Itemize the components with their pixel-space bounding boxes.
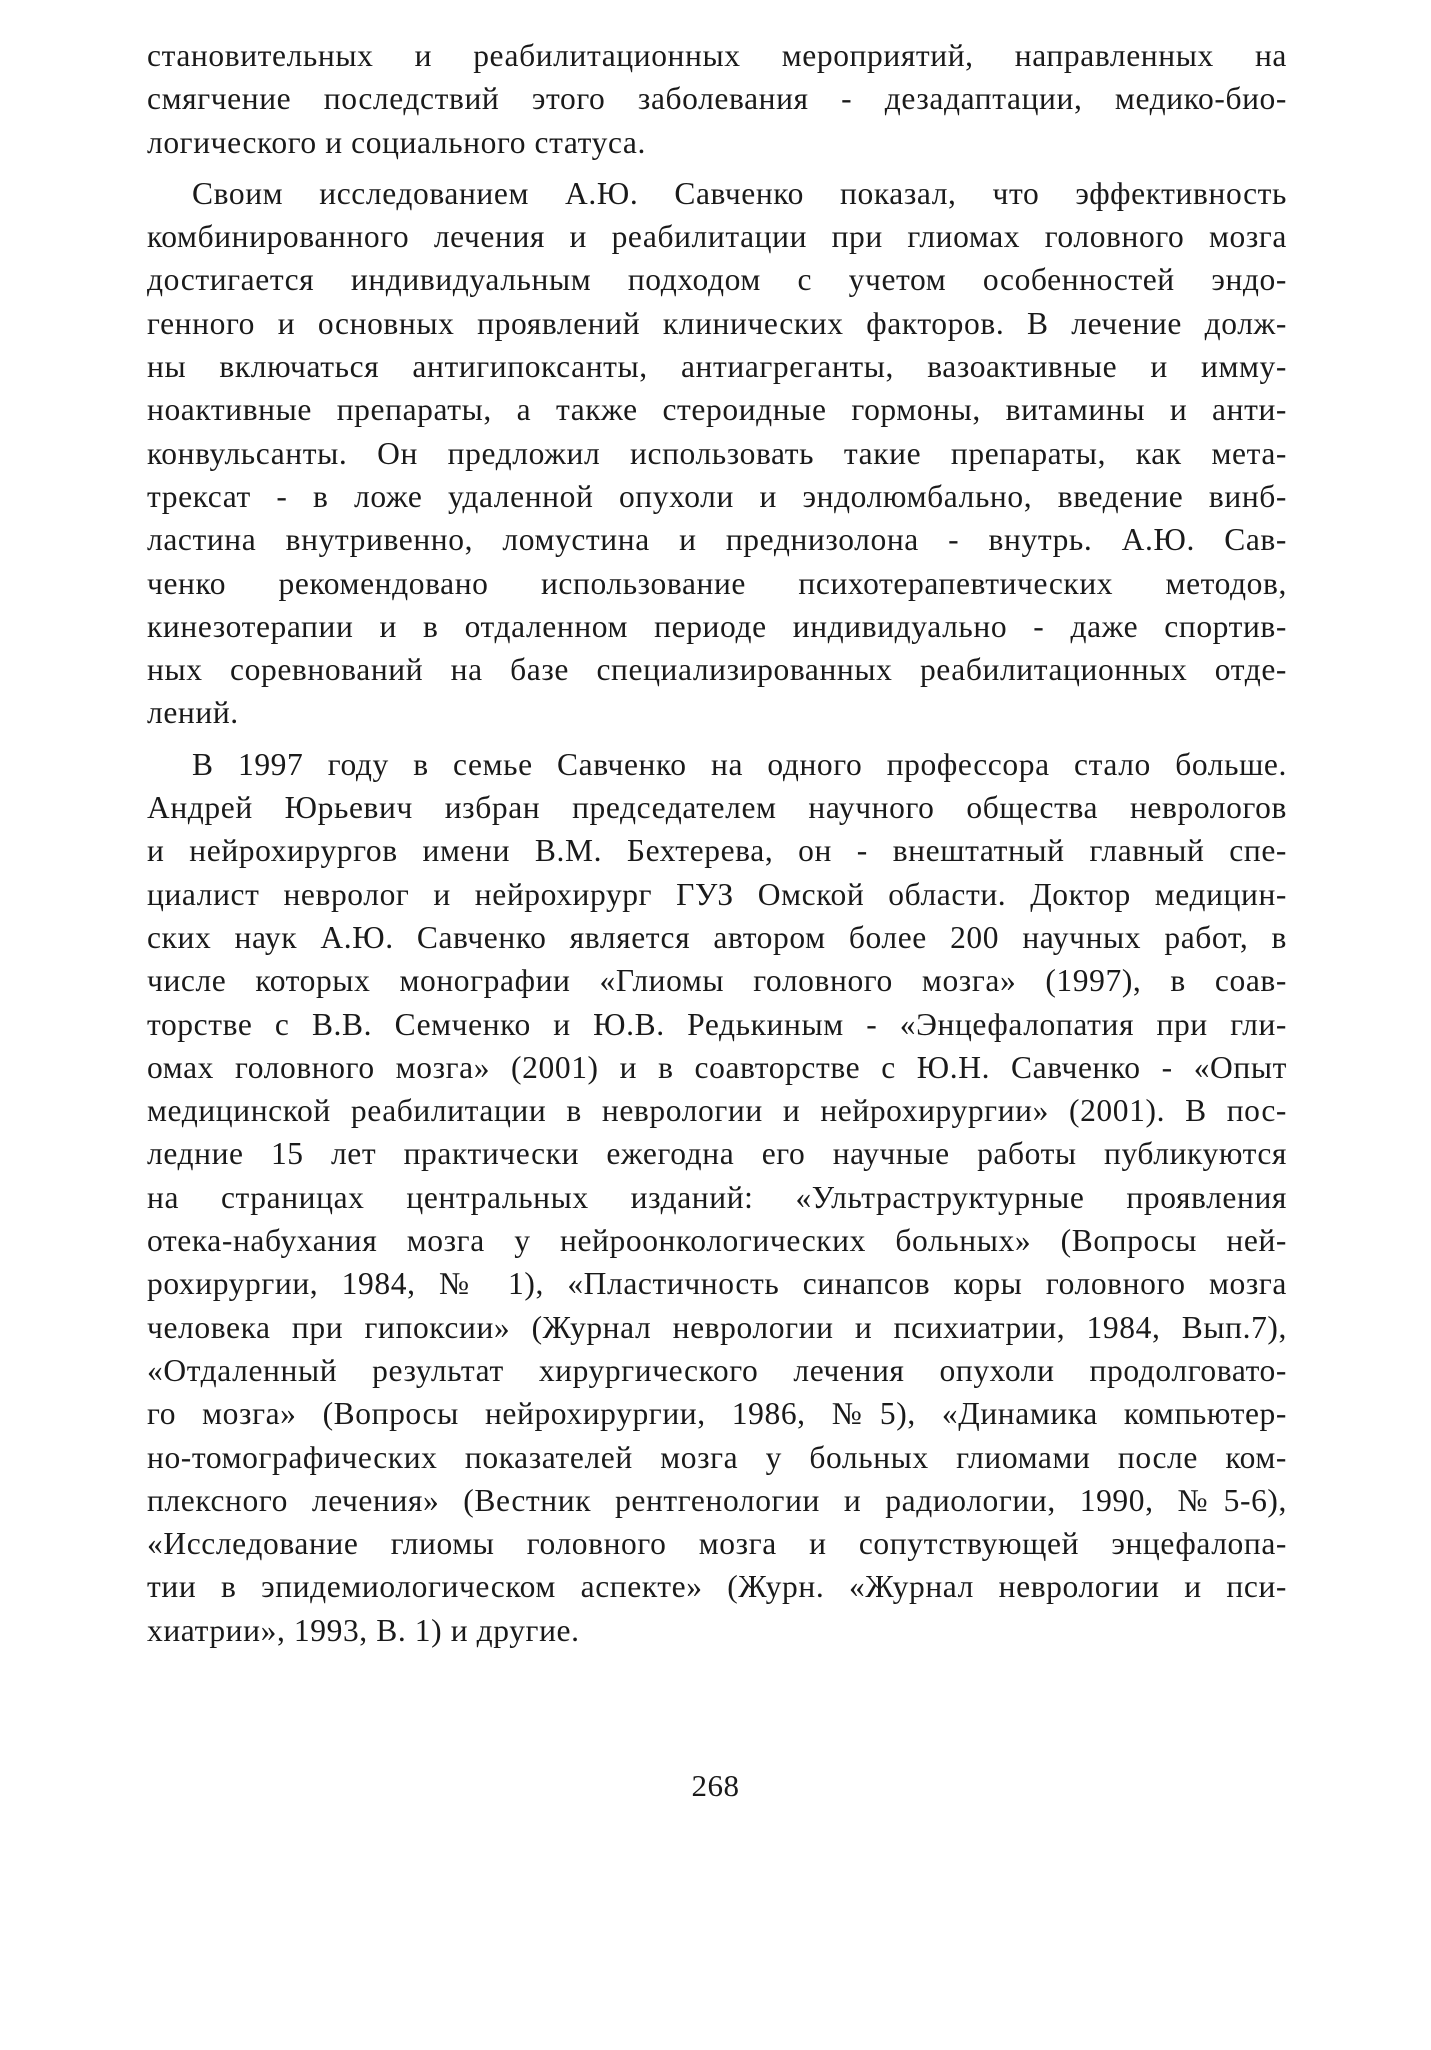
paragraph-gap [147,164,1287,172]
text-line: ских наук А.Ю. Савченко является автором более 200 научных работ, в [147,919,1287,955]
text-line: становительных и реабилитационных мероприятий, направленных на [147,38,1287,73]
text-line: логического и социального статуса. [147,124,646,160]
page-number: 268 [691,1768,740,1803]
text-line: ны включаться антигипоксанты, антиагреганты, вазоактивные и имму- [147,349,1287,385]
text-line: лений. [147,695,239,731]
text-line: ченко рекомендовано использование психотерапевтических методов, [147,565,1287,601]
text-line: комбинированного лечения и реабилитации при глиомах головного мозга [147,219,1287,255]
page-body [147,34,1287,1652]
text-line: числе которых монографии «Глиомы головного мозга» (1997), в соав- [147,963,1287,999]
paragraph-3 [147,743,1287,1652]
text-line: тии в эпидемиологическом аспекте» (Журн. «Журнал неврологии и пси- [147,1569,1287,1605]
text-line: генного и основных проявлений клинических факторов. В лечение долж- [147,305,1287,341]
text-line: отека-набухания мозга у нейроонкологических больных» (Вопросы ней- [147,1223,1287,1259]
text-line: рохирургии, 1984, № 1), «Пластичность синапсов коры головного мозга [147,1266,1287,1302]
text-line: но-томографических показателей мозга у больных глиомами после ком- [147,1439,1287,1475]
text-line: хиатрии», 1993, В. 1) и другие. [147,1612,580,1648]
text-line: конвульсанты. Он предложил использовать такие препараты, как мета- [147,435,1287,471]
text-line: ноактивные препараты, а также стероидные гормоны, витамины и анти- [147,392,1287,428]
text-line: торстве с В.В. Семченко и Ю.В. Редькиным - «Энцефалопатия при гли- [147,1006,1287,1042]
text-line: омах головного мозга» (2001) и в соавторстве с Ю.Н. Савченко - «Опыт [147,1049,1287,1085]
text-line: плексного лечения» (Вестник рентгенологии и радиологии, 1990, №5-6), [147,1482,1287,1518]
text-line: ластина внутривенно, ломустина и преднизолона - внутрь. А.Ю. Сав- [147,522,1287,558]
text-line: «Отдаленный результат хирургического лечения опухоли продолговато- [147,1352,1287,1388]
paragraph-1 [147,34,1287,164]
text-line: ледние 15 лет практически ежегодна его научные работы публикуются [147,1136,1287,1172]
text-line: человека при гипоксии» (Журнал неврологии и психиатрии, 1984, Вып.7), [147,1309,1287,1345]
text-line: кинезотерапии и в отдаленном периоде индивидуально - даже спортив- [147,608,1287,644]
text-line: медицинской реабилитации в неврологии и нейрохирургии» (2001). В пос- [147,1093,1287,1129]
text-line: «Исследование глиомы головного мозга и сопутствующей энцефалопа- [147,1526,1287,1562]
text-line: циалист невролог и нейрохирург ГУЗ Омской области. Доктор медицин- [147,876,1287,912]
text-line: и нейрохирургов имени В.М. Бехтерева, он - внештатный главный спе- [147,833,1287,869]
text-line: трексат - в ложе удаленной опухоли и эндолюмбально, введение винб- [147,478,1287,514]
text-line: Своим исследованием А.Ю. Савченко показал, что эффективность [192,175,1287,211]
paragraph-2 [147,172,1287,735]
text-line: смягчение последствий этого заболевания - дезадаптации, медико-био- [147,81,1287,117]
text-line: достигается индивидуальным подходом с учетом особенностей эндо- [147,262,1287,298]
text-line: ных соревнований на базе специализированных реабилитационных отде- [147,652,1287,688]
text-line: В 1997 году в семье Савченко на одного профессора стало больше. [192,746,1287,782]
text-line: го мозга» (Вопросы нейрохирургии, 1986, №5), «Динамика компьютер- [147,1396,1287,1432]
text-line: на страницах центральных изданий: «Ультраструктурные проявления [147,1179,1287,1215]
paragraph-gap [147,735,1287,743]
text-line: Андрей Юрьевич избран председателем научного общества неврологов [147,790,1287,826]
